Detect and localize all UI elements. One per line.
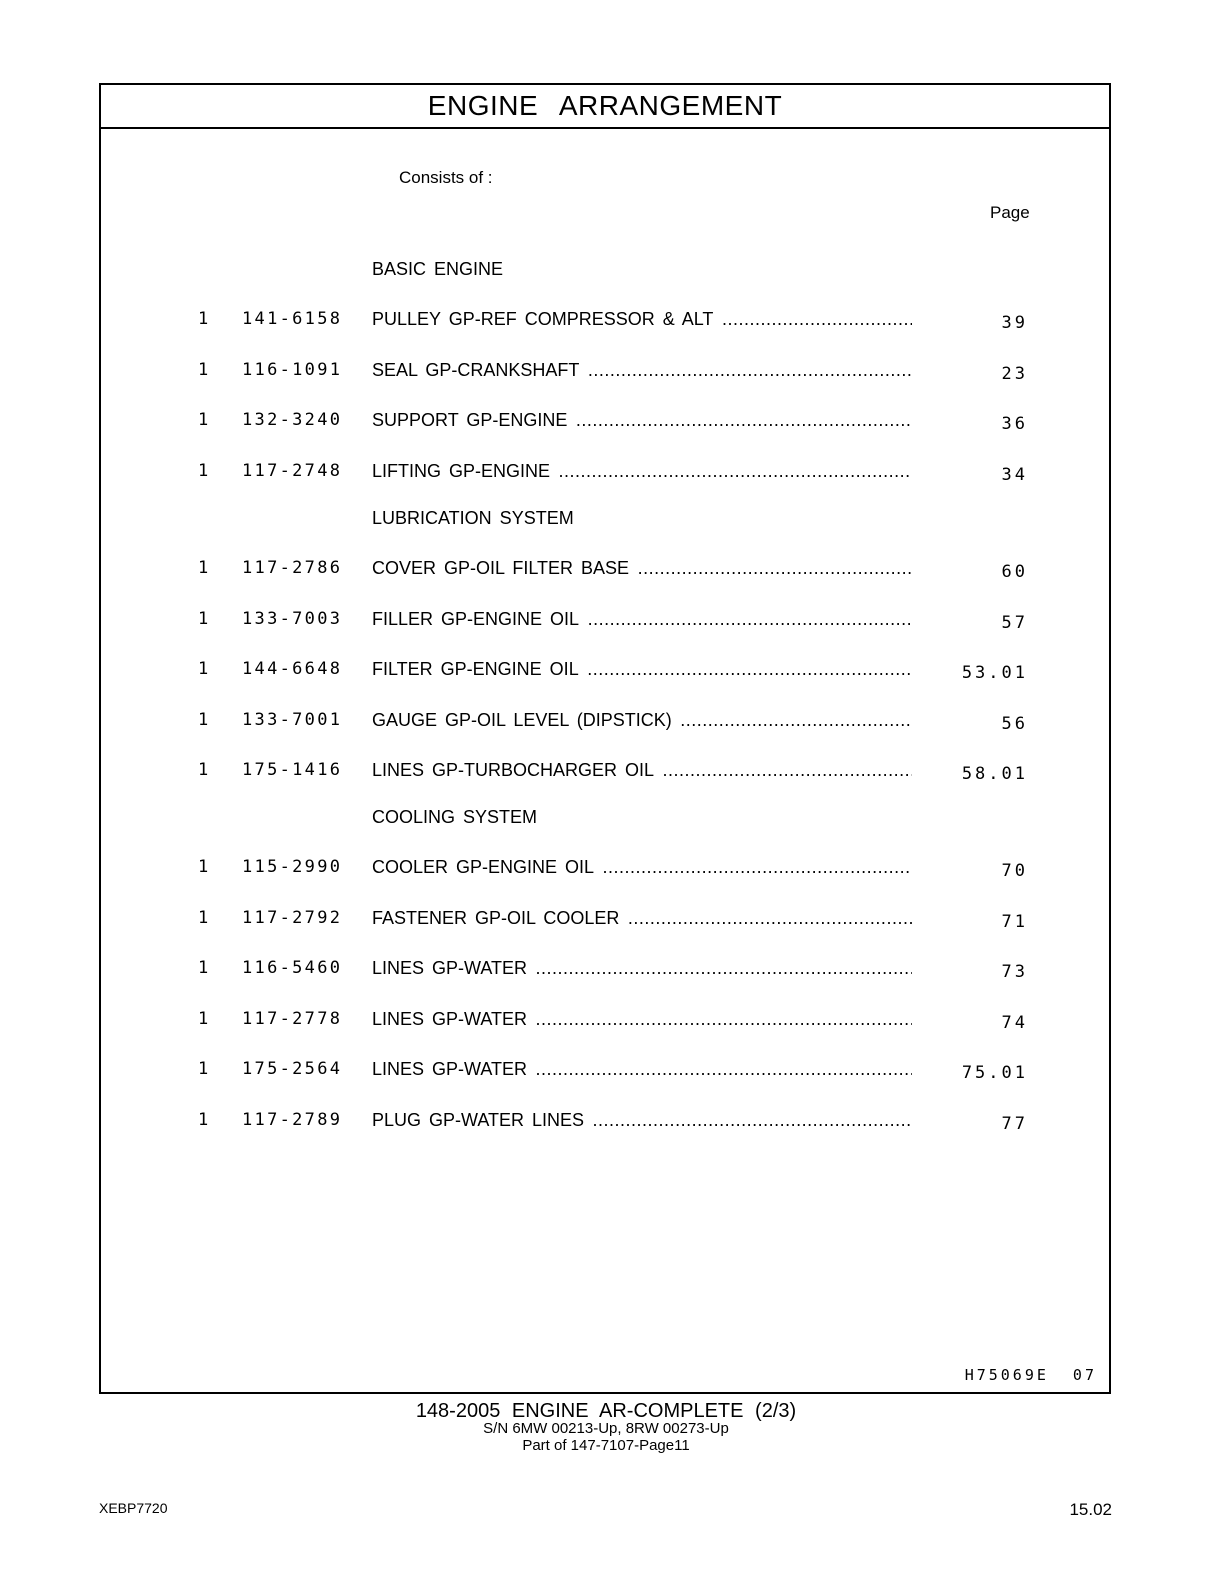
illustration-reference: H75069E 07 [964, 1366, 1097, 1384]
title-bar [101, 85, 1109, 129]
part-row [0, 710, 1224, 734]
section-heading: LUBRICATION SYSTEM [372, 508, 574, 528]
page-reference: 56 [1001, 714, 1028, 734]
content-frame [99, 83, 1111, 1394]
part-description: SUPPORT GP-ENGINE ..... [372, 410, 912, 431]
section-heading: BASIC ENGINE [372, 259, 504, 279]
part-row [0, 1009, 1224, 1033]
part-quantity: 1 [198, 1059, 209, 1079]
part-quantity: 1 [198, 958, 209, 978]
part-row [0, 609, 1224, 633]
part-quantity: 1 [198, 659, 209, 679]
page-reference: 57 [1001, 613, 1028, 633]
part-description: LINES GP-WATER ..... [372, 1059, 912, 1080]
page-reference: 60 [1001, 562, 1028, 582]
part-quantity: 1 [198, 908, 209, 928]
part-quantity: 1 [198, 360, 209, 380]
part-row [0, 659, 1224, 683]
page-reference: 39 [1001, 313, 1028, 333]
part-number: 141-6158 [242, 309, 343, 329]
part-number: 175-2564 [242, 1059, 343, 1079]
part-row [0, 760, 1224, 784]
part-row [0, 558, 1224, 582]
section-heading: COOLING SYSTEM [372, 807, 538, 827]
part-row [0, 908, 1224, 932]
page-reference: 58.01 [961, 764, 1028, 784]
part-number: 133-7001 [242, 710, 343, 730]
consists-of-label: Consists of : [399, 168, 493, 187]
part-description: LINES GP-TURBOCHARGER OIL ..... [372, 760, 912, 781]
part-quantity: 1 [198, 558, 209, 578]
page-column-header: Page [990, 203, 1030, 222]
page-reference: 53.01 [961, 663, 1028, 683]
part-description: GAUGE GP-OIL LEVEL (DIPSTICK) ..... [372, 710, 912, 731]
part-description: PLUG GP-WATER LINES ..... [372, 1110, 912, 1131]
part-row [0, 1110, 1224, 1134]
page-title: ENGINE ARRANGEMENT [427, 90, 783, 121]
part-description: LINES GP-WATER ..... [372, 1009, 912, 1030]
part-quantity: 1 [198, 1110, 209, 1130]
part-quantity: 1 [198, 609, 209, 629]
document-id: XEBP7720 [99, 1500, 168, 1516]
part-number: 117-2789 [242, 1110, 343, 1130]
part-description: SEAL GP-CRANKSHAFT ..... [372, 360, 912, 381]
page-reference: 74 [1001, 1013, 1028, 1033]
part-quantity: 1 [198, 461, 209, 481]
part-description: FASTENER GP-OIL COOLER ..... [372, 908, 912, 929]
part-number: 117-2786 [242, 558, 343, 578]
part-number: 175-1416 [242, 760, 343, 780]
part-row [0, 309, 1224, 333]
part-number: 144-6648 [242, 659, 343, 679]
footer-part-of: Part of 147-7107-Page11 [522, 1437, 690, 1454]
part-quantity: 1 [198, 760, 209, 780]
part-row [0, 857, 1224, 881]
footer-serial-range: S/N 6MW 00213-Up, 8RW 00273-Up [483, 1420, 729, 1437]
part-number: 117-2778 [242, 1009, 343, 1029]
part-description: PULLEY GP-REF COMPRESSOR & ALT ..... [372, 309, 912, 330]
page-reference: 73 [1001, 962, 1028, 982]
part-quantity: 1 [198, 710, 209, 730]
part-description: FILTER GP-ENGINE OIL ..... [372, 659, 912, 680]
page-reference: 23 [1001, 364, 1028, 384]
part-description: LIFTING GP-ENGINE ..... [372, 461, 912, 482]
part-description: COVER GP-OIL FILTER BASE ..... [372, 558, 912, 579]
part-number: 116-5460 [242, 958, 343, 978]
document-version: 15.02 [1069, 1500, 1112, 1519]
page-reference: 34 [1001, 465, 1028, 485]
part-row [0, 461, 1224, 485]
part-quantity: 1 [198, 410, 209, 430]
page-reference: 77 [1001, 1114, 1028, 1134]
page-reference: 75.01 [961, 1063, 1028, 1083]
part-number: 116-1091 [242, 360, 343, 380]
page-reference: 36 [1001, 414, 1028, 434]
part-row [0, 410, 1224, 434]
part-quantity: 1 [198, 857, 209, 877]
part-description: FILLER GP-ENGINE OIL ..... [372, 609, 912, 630]
part-row [0, 958, 1224, 982]
part-quantity: 1 [198, 1009, 209, 1029]
part-row [0, 360, 1224, 384]
part-number: 132-3240 [242, 410, 343, 430]
footer-assembly-title: 148-2005 ENGINE AR-COMPLETE (2/3) [415, 1400, 797, 1422]
part-number: 117-2748 [242, 461, 343, 481]
page-reference: 71 [1001, 912, 1028, 932]
part-row [0, 1059, 1224, 1083]
part-description: LINES GP-WATER ..... [372, 958, 912, 979]
part-description: COOLER GP-ENGINE OIL ..... [372, 857, 912, 878]
part-number: 115-2990 [242, 857, 343, 877]
page-reference: 70 [1001, 861, 1028, 881]
part-number: 117-2792 [242, 908, 343, 928]
part-quantity: 1 [198, 309, 209, 329]
part-number: 133-7003 [242, 609, 343, 629]
